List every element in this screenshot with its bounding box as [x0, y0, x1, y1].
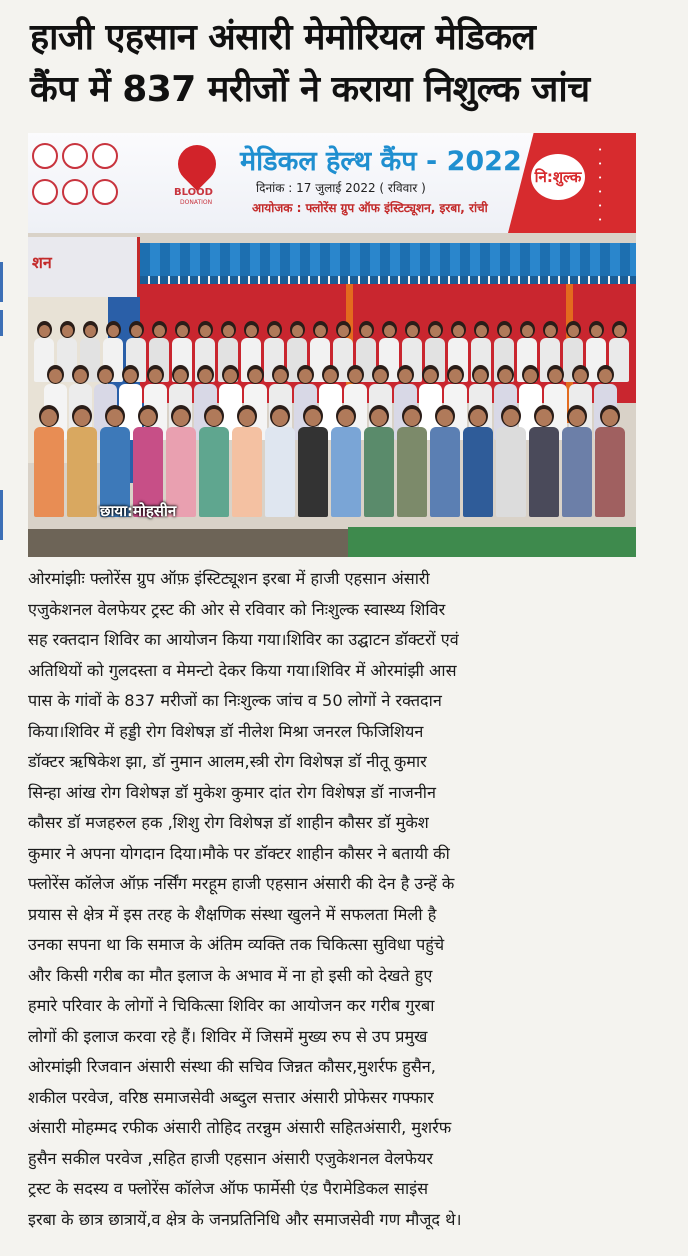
person-body: [595, 427, 625, 517]
article-line: कुमार ने अपना योगदान दिया।मौके पर डॉक्टर शाहीन कौसर ने बतायी की: [28, 843, 450, 863]
headline: [30, 12, 660, 116]
person-face: [174, 369, 187, 383]
banner-service-list: • • • • • •: [598, 146, 603, 224]
person-body: [67, 427, 97, 517]
article-line: एजुकेशनल वेलफेयर ट्रस्ट की ओर से रविवार को निःशुल्क स्वास्थ्य शिविर: [28, 599, 446, 619]
person-face: [299, 369, 312, 383]
person-face: [338, 325, 349, 337]
article-line: हमारे परिवार के लोगों ने चिकित्सा शिविर का आयोजन कर गरीब गुरबा: [28, 996, 435, 1015]
person-body: [397, 427, 427, 517]
person-face: [503, 409, 519, 426]
person-body: [562, 427, 592, 517]
person-face: [476, 325, 487, 337]
person-face: [399, 369, 412, 383]
banner-title: मेडिकल हेल्थ कैंप - 2022: [240, 146, 522, 177]
person-face: [437, 409, 453, 426]
article-line: और किसी गरीब का मौत इलाज के अभाव में ना हो इसी को देखते हुए: [28, 965, 433, 985]
person-face: [272, 409, 288, 426]
person-face: [249, 369, 262, 383]
person-face: [108, 325, 119, 337]
person-face: [49, 369, 62, 383]
person-face: [524, 369, 537, 383]
banner-date: दिनांक : 17 जुलाई 2022 ( रविवार ): [256, 181, 426, 195]
article-line: हुसैन सकील परवेज ,सहित हाजी एहसान अंसारी एजुकेशनल वेलफेयर: [28, 1148, 433, 1168]
person-body: [496, 427, 526, 517]
person-face: [430, 325, 441, 337]
person-face: [315, 325, 326, 337]
person-body: [430, 427, 460, 517]
person-face: [371, 409, 387, 426]
article-line: लोगों की इलाज करवा रहे हैं। शिविर में जिसमें मुख्य रुप से उप प्रमुख: [28, 1026, 428, 1046]
article-line: किया।शिविर में हड्डी रोग विशेषज्ञ डॉ नीलेश मिश्रा जनरल फिजिशियन: [28, 721, 424, 741]
person-body: [199, 427, 229, 517]
person-face: [246, 325, 257, 337]
person-face: [124, 369, 137, 383]
person-face: [74, 369, 87, 383]
person-face: [140, 409, 156, 426]
group-of-people: [28, 133, 636, 557]
article-line: शकील परवेज, वरिष्ठ समाजसेवी अब्दुल सत्तार अंसारी प्रोफेसर गफ्फार: [28, 1087, 434, 1107]
headline-line-1: हाजी एहसान अंसारी मेमोरियल मेडिकल: [30, 17, 536, 58]
person-face: [99, 369, 112, 383]
person-face: [453, 325, 464, 337]
person-face: [177, 325, 188, 337]
article-line: ओरमांझी रिजवान अंसारी संस्था की सचिव जिन्नत कौसर,मुशर्रफ हुसैन,: [28, 1057, 436, 1076]
person-face: [107, 409, 123, 426]
article-line: पास के गांवों के 837 मरीजों का निःशुल्क जांच व 50 लोगों ने रक्तदान: [28, 691, 442, 710]
person-body: [265, 427, 295, 517]
person-face: [338, 409, 354, 426]
article-line: सह रक्तदान शिविर का आयोजन किया गया।शिविर का उद्घाटन डॉक्टरों एवं: [28, 630, 459, 649]
person-face: [614, 325, 625, 337]
person-body: [463, 427, 493, 517]
article-line: कौसर डॉ मजहरुल हक ,शिशु रोग विशेषज्ञ डॉ शाहीन कौसर डॉ मुकेश: [28, 813, 429, 832]
person-face: [239, 409, 255, 426]
person-body: [298, 427, 328, 517]
article-line: अंसारी मोहम्मद रफीक अंसारी तोहिद तरन्नुम अंसारी सहितअंसारी, मुशर्रफ: [28, 1118, 452, 1137]
person-face: [206, 409, 222, 426]
person-face: [602, 409, 618, 426]
banner-organizer: आयोजक : फ्लोरेंस ग्रुप ऑफ इंस्टिट्यूशन, इरबा, रांची: [252, 201, 488, 215]
article-body: [28, 564, 636, 1235]
person-face: [361, 325, 372, 337]
person-face: [200, 325, 211, 337]
person-face: [85, 325, 96, 337]
article-line: उनका सपना था कि समाज के अंतिम व्यक्ति तक चिकित्सा सुविधा पहुंचे: [28, 935, 445, 954]
person-face: [374, 369, 387, 383]
person-body: [331, 427, 361, 517]
person-face: [149, 369, 162, 383]
article-line: फ्लोरेंस कॉलेज ऑफ़ नर्सिंग मरहूम हाजी एहसान अंसारी की देन है उन्हें के: [28, 874, 455, 893]
person-face: [499, 325, 510, 337]
person-body: [232, 427, 262, 517]
person-face: [569, 409, 585, 426]
blood-sub-label: DONATION: [180, 199, 213, 206]
person-face: [591, 325, 602, 337]
person-face: [384, 325, 395, 337]
person-face: [292, 325, 303, 337]
person-face: [305, 409, 321, 426]
person-face: [549, 369, 562, 383]
person-face: [545, 325, 556, 337]
person-body: [34, 427, 64, 517]
article-line: ट्रस्ट के सदस्य व फ्लोरेंस कॉलेज ऑफ फार्मेसी एंड पैरामेडिकल साइंस: [28, 1179, 429, 1198]
person-face: [568, 325, 579, 337]
person-body: [364, 427, 394, 517]
article-line: ओरमांझीः फ्लोरेंस ग्रुप ऑफ़ इंस्टिट्यूशन इरबा में हाजी एहसान अंसारी: [28, 569, 430, 588]
article-line: अतिथियों को गुलदस्ता व मेमन्टो देकर किया गया।शिविर में ओरमांझी आस: [28, 660, 457, 680]
person-face: [349, 369, 362, 383]
person-face: [499, 369, 512, 383]
event-photo: [28, 133, 636, 557]
person-face: [424, 369, 437, 383]
person-face: [224, 369, 237, 383]
person-face: [404, 409, 420, 426]
person-face: [449, 369, 462, 383]
person-face: [199, 369, 212, 383]
person-face: [131, 325, 142, 337]
person-body: [529, 427, 559, 517]
free-badge: नि:शुल्क: [528, 151, 588, 203]
article-line: प्रयास से क्षेत्र में इस तरह के शैक्षणिक संस्था खुलने में सफलता मिली है: [28, 904, 437, 924]
person-face: [223, 325, 234, 337]
person-face: [470, 409, 486, 426]
margin-mark: [0, 310, 3, 336]
person-face: [74, 409, 90, 426]
article-line: इरबा के छात्र छात्रायें,व क्षेत्र के जनप्रतिनिधि और समाजसेवी गण मौजूद थे।: [28, 1209, 462, 1229]
person-face: [274, 369, 287, 383]
person-face: [41, 409, 57, 426]
person-face: [173, 409, 189, 426]
blood-label: BLOOD: [174, 187, 213, 198]
margin-mark: [0, 262, 3, 302]
article-line: सिन्हा आंख रोग विशेषज्ञ डॉ मुकेश कुमार दांत रोग विशेषज्ञ डॉ नाजनीन: [28, 782, 436, 802]
headline-line-2: कैंप में 837 मरीजों ने कराया निशुल्क जांच: [30, 69, 590, 110]
person-face: [39, 325, 50, 337]
person-face: [324, 369, 337, 383]
person-face: [599, 369, 612, 383]
person-face: [536, 409, 552, 426]
person-face: [474, 369, 487, 383]
margin-mark: [0, 490, 3, 540]
article-line: डॉक्टर ऋषिकेश झा, डॉ नुमान आलम,स्त्री रोग विशेषज्ञ डॉ नीतू कुमार: [28, 752, 427, 771]
person-face: [269, 325, 280, 337]
person-face: [522, 325, 533, 337]
person-face: [62, 325, 73, 337]
photo-credit: छाया:मोहसीन: [100, 502, 177, 520]
person-face: [407, 325, 418, 337]
side-sign-text: शन: [32, 253, 52, 272]
person-face: [574, 369, 587, 383]
person-face: [154, 325, 165, 337]
